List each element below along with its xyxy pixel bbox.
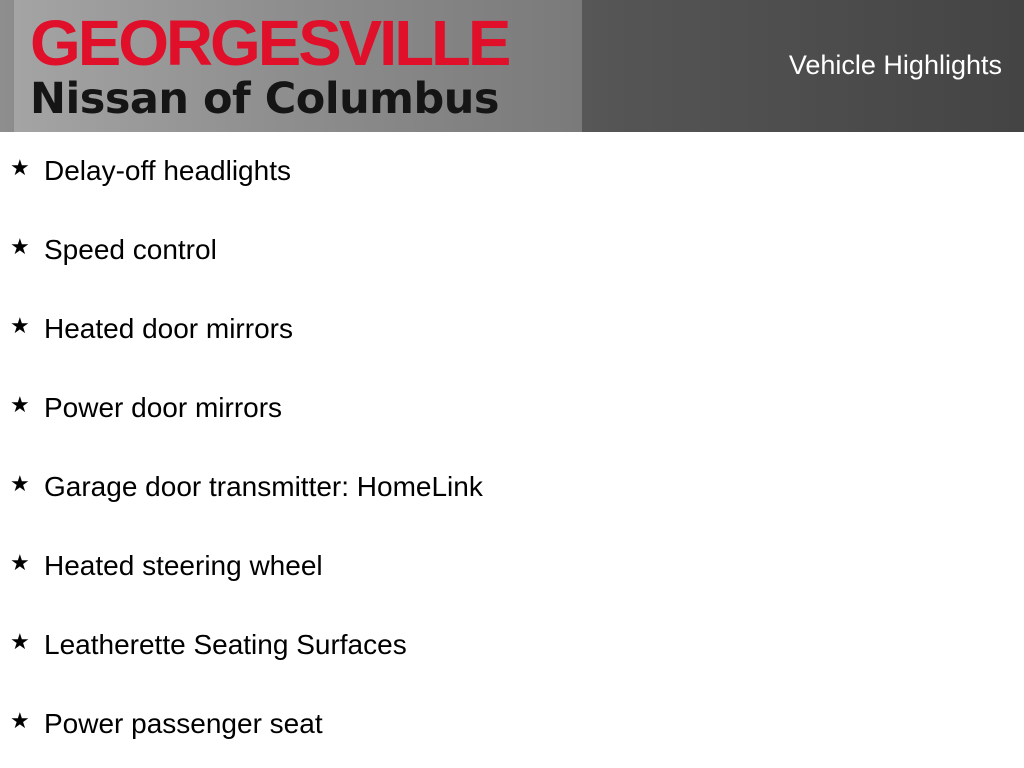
star-icon: ★: [10, 550, 30, 575]
highlight-label: Speed control: [44, 234, 217, 265]
list-item: [0, 527, 1024, 606]
star-icon: ★: [10, 155, 30, 180]
dealer-logo: [14, 0, 582, 132]
page-title: Vehicle Highlights: [788, 50, 1002, 80]
logo-dealer-name: GEORGESVILLE: [30, 7, 509, 79]
highlight-label: Heated steering wheel: [44, 550, 323, 581]
highlight-label: Delay-off headlights: [44, 155, 291, 186]
star-icon: ★: [10, 313, 30, 338]
star-icon: ★: [10, 708, 30, 733]
highlight-label: Garage door transmitter: HomeLink: [44, 471, 483, 502]
star-icon: ★: [10, 234, 30, 259]
list-item: [0, 369, 1024, 448]
star-icon: ★: [10, 392, 30, 417]
highlight-label: Leatherette Seating Surfaces: [44, 629, 407, 660]
page-header: [0, 0, 1024, 132]
list-item: [0, 132, 1024, 211]
highlight-label: Heated door mirrors: [44, 313, 293, 344]
list-item: [0, 290, 1024, 369]
list-item: [0, 606, 1024, 685]
highlights-list: [0, 132, 1024, 764]
logo-dealer-subtitle: Nissan of Columbus: [30, 74, 499, 124]
star-icon: ★: [10, 629, 30, 654]
list-item: [0, 211, 1024, 290]
highlight-label: Power door mirrors: [44, 392, 283, 423]
list-item: [0, 685, 1024, 764]
star-icon: ★: [10, 471, 30, 496]
list-item: [0, 448, 1024, 527]
highlight-label: Power passenger seat: [44, 708, 323, 739]
